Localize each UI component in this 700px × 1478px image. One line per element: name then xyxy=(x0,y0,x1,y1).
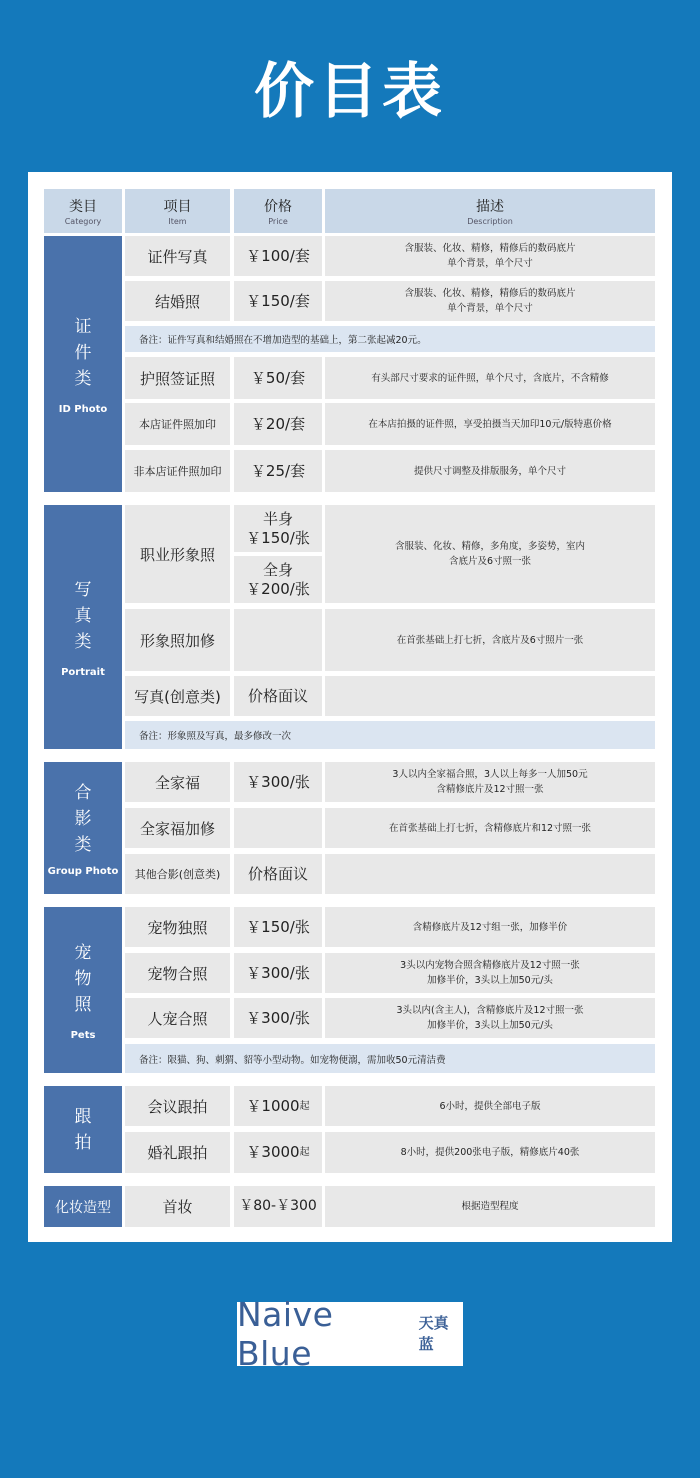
desc-other-reprint: 提供尺寸调整及排版服务，单个尺寸 xyxy=(325,450,655,492)
desc-family-retouch: 在首张基础上打七折，含精修底片和12寸照一张 xyxy=(325,808,655,848)
price-other-reprint: ￥25/套 xyxy=(234,450,322,492)
category-follow-char: 跟 xyxy=(74,1106,92,1127)
note-id-photo: 备注：证件写真和结婚照在不增加造型的基础上，第二张起减20元。 xyxy=(125,326,655,352)
price-human-pet: ￥300/张 xyxy=(234,998,322,1038)
category-group-char: 类 xyxy=(74,834,92,855)
price-meeting-suffix: 起 xyxy=(299,1100,310,1112)
header-description xyxy=(325,189,655,233)
item-portrait-retouch: 形象照加修 xyxy=(125,609,230,671)
price-half-body-label: 半身 xyxy=(262,509,293,528)
header-category xyxy=(44,189,122,233)
desc-line: 3头以内宠物合照含精修底片及12寸照一张 xyxy=(400,960,580,971)
price-passport-visa: ￥50/套 xyxy=(234,357,322,399)
header-item-zh: 项目 xyxy=(163,199,192,215)
price-first-makeup: ￥80-￥300 xyxy=(234,1186,322,1227)
category-pets-char: 物 xyxy=(74,968,92,989)
price-pet-group: ￥300/张 xyxy=(234,953,322,993)
desc-line: 含服装、化妆、精修，精修后的数码底片 xyxy=(404,288,576,299)
brand-logo-en: Naive Blue xyxy=(237,1295,334,1373)
price-other-group: 价格面议 xyxy=(234,854,322,894)
category-id-photo-en: ID Photo xyxy=(58,403,108,415)
price-table xyxy=(28,172,672,1242)
category-group-char: 影 xyxy=(74,808,92,829)
desc-line: 含精修底片及12寸照一张 xyxy=(436,784,544,795)
price-id-photo-portrait: ￥100/套 xyxy=(234,236,322,276)
desc-human-pet xyxy=(325,998,655,1038)
desc-id-photo-portrait xyxy=(325,236,655,276)
desc-pet-group xyxy=(325,953,655,993)
price-half-body-value: ￥150/张 xyxy=(246,528,310,547)
desc-line: 含服装、化妆、精修，精修后的数码底片 xyxy=(404,243,576,254)
item-creative-portrait: 写真(创意类) xyxy=(125,676,230,716)
item-professional-portrait: 职业形象照 xyxy=(125,505,230,603)
header-description-zh: 描述 xyxy=(476,199,504,215)
header-description-en: Description xyxy=(467,217,513,226)
item-pet-group: 宠物合照 xyxy=(125,953,230,993)
item-pet-solo: 宠物独照 xyxy=(125,907,230,947)
desc-professional-portrait xyxy=(325,505,655,603)
price-wedding-shoot xyxy=(234,1132,322,1173)
category-follow-shoot xyxy=(44,1086,122,1173)
category-portrait-char: 真 xyxy=(74,605,92,626)
desc-passport-visa: 有头部尺寸要求的证件照，单个尺寸，含底片，不含精修 xyxy=(325,357,655,399)
category-id-photo-char: 类 xyxy=(74,368,92,389)
category-group-char: 合 xyxy=(74,782,92,803)
category-pets xyxy=(44,907,122,1073)
item-id-photo-portrait: 证件写真 xyxy=(125,236,230,276)
category-pets-char: 宠 xyxy=(74,942,92,963)
category-id-photo xyxy=(44,236,122,492)
page-title: 价目表 xyxy=(254,57,446,127)
desc-line: 3头以内(含主人)，含精修底片及12寸照一张 xyxy=(396,1005,584,1016)
price-creative-portrait: 价格面议 xyxy=(234,676,322,716)
price-full-body-label: 全身 xyxy=(262,560,293,579)
price-full-body xyxy=(234,556,322,603)
note-portrait: 备注：形象照及写真，最多修改一次 xyxy=(125,721,655,749)
price-full-body-value: ￥200/张 xyxy=(246,579,310,598)
desc-meeting-shoot: 6小时，提供全部电子版 xyxy=(325,1086,655,1126)
price-store-reprint: ￥20/套 xyxy=(234,403,322,445)
item-other-reprint: 非本店证件照加印 xyxy=(125,450,230,492)
category-pets-en: Pets xyxy=(70,1029,96,1041)
category-follow-char: 拍 xyxy=(74,1132,92,1153)
item-passport-visa: 护照签证照 xyxy=(125,357,230,399)
brand-logo xyxy=(237,1295,463,1373)
desc-creative-portrait xyxy=(325,676,655,716)
desc-family-photo xyxy=(325,762,655,802)
desc-line: 含服装、化妆、精修，多角度，多姿势，室内 xyxy=(394,541,585,552)
price-wedding-value: ￥3000 xyxy=(246,1143,300,1161)
header-price xyxy=(234,189,322,233)
category-id-photo-char: 件 xyxy=(74,342,92,363)
item-meeting-shoot: 会议跟拍 xyxy=(125,1086,230,1126)
header-price-en: Price xyxy=(268,217,288,226)
category-makeup xyxy=(44,1186,122,1227)
desc-line: 单个背景，单个尺寸 xyxy=(447,258,533,269)
desc-wedding-photo xyxy=(325,281,655,321)
price-meeting-shoot xyxy=(234,1086,322,1126)
desc-line: 加修半价，3头以上加50元/头 xyxy=(427,975,553,986)
price-wedding-photo: ￥150/套 xyxy=(234,281,322,321)
header-category-zh: 类目 xyxy=(69,199,97,215)
header-price-zh: 价格 xyxy=(264,199,292,215)
category-portrait-char: 类 xyxy=(74,631,92,652)
desc-store-reprint: 在本店拍摄的证件照，享受拍摄当天加印10元/版特惠价格 xyxy=(325,403,655,445)
desc-portrait-retouch: 在首张基础上打七折，含底片及6寸照片一张 xyxy=(325,609,655,671)
price-family-photo: ￥300/张 xyxy=(234,762,322,802)
category-portrait-en: Portrait xyxy=(61,666,105,678)
item-other-group: 其他合影(创意类) xyxy=(125,854,230,894)
header-item xyxy=(125,189,230,233)
header-category-en: Category xyxy=(64,217,102,226)
category-makeup-label: 化妆造型 xyxy=(55,1199,111,1216)
price-half-body xyxy=(234,505,322,552)
desc-pet-solo: 含精修底片及12寸组一张，加修半价 xyxy=(325,907,655,947)
item-wedding-shoot: 婚礼跟拍 xyxy=(125,1132,230,1173)
price-family-retouch xyxy=(234,808,322,848)
price-wedding-suffix: 起 xyxy=(299,1147,310,1158)
item-wedding-photo: 结婚照 xyxy=(125,281,230,321)
category-group-photo xyxy=(44,762,122,894)
category-group-en: Group Photo xyxy=(47,865,119,877)
item-family-photo: 全家福 xyxy=(125,762,230,802)
price-meeting-value: ￥1000 xyxy=(246,1096,300,1115)
desc-line: 含底片及6寸照一张 xyxy=(448,556,532,567)
desc-line: 3人以内全家福合照，3人以上每多一人加50元 xyxy=(392,769,588,780)
category-pets-char: 照 xyxy=(74,994,92,1015)
desc-line: 加修半价，3头以上加50元/头 xyxy=(427,1020,553,1031)
category-portrait xyxy=(44,505,122,749)
item-first-makeup: 首妆 xyxy=(125,1186,230,1227)
desc-line: 单个背景，单个尺寸 xyxy=(447,303,533,314)
desc-first-makeup: 根据造型程度 xyxy=(325,1186,655,1227)
item-store-reprint: 本店证件照加印 xyxy=(125,403,230,445)
desc-wedding-shoot: 8小时，提供200张电子版，精修底片40张 xyxy=(325,1132,655,1173)
category-portrait-char: 写 xyxy=(74,579,92,600)
price-pet-solo: ￥150/张 xyxy=(234,907,322,947)
item-human-pet: 人宠合照 xyxy=(125,998,230,1038)
item-family-retouch: 全家福加修 xyxy=(125,808,230,848)
category-id-photo-char: 证 xyxy=(74,316,92,337)
price-portrait-retouch xyxy=(234,609,322,671)
note-pets: 备注：限猫、狗、刺猬、貂等小型动物。如宠物便溺，需加收50元清洁费 xyxy=(125,1044,655,1073)
brand-logo-zh: 天真蓝 xyxy=(418,1314,449,1353)
desc-other-group xyxy=(325,854,655,894)
header-item-en: Item xyxy=(168,217,187,226)
